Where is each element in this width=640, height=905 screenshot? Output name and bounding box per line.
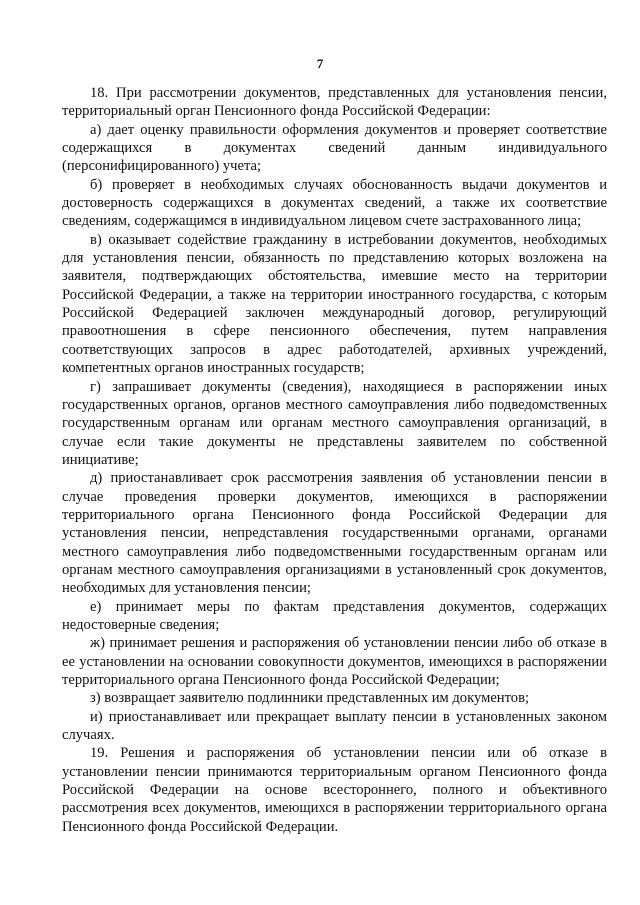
paragraph-19: 19. Решения и распоряжения об установлении пенсии или об отказе в установлении пенсии принимаются территориальным органом Пенсионного фонда Российской Федерации на основе всестороннего, полного и объективного рассмотрения всех документов, имеющихся в распоряжении территориального органа Пенсионного фонда Российской Федерации. — [62, 745, 607, 835]
paragraph-18-z: з) возвращает заявителю подлинники представленных им документов; — [90, 690, 530, 707]
page-number: 7 — [316, 56, 324, 71]
paragraph-18-e: е) принимает меры по фактам представления документов, содержащих недостоверные сведения; — [62, 598, 607, 633]
paragraph-18-b: б) проверяет в необходимых случаях обоснованность выдачи документов и достоверность содержащихся в документах сведений, а также их соответствие сведениям, содержащимся в индивидуальном лицевом счете застрахованного лица; — [62, 176, 607, 230]
paragraph-18: 18. При рассмотрении документов, представленных для установления пенсии, территориальный орган Пенсионного фонда Российской Федерации: — [62, 85, 607, 120]
paragraph-18-i: и) приостанавливает или прекращает выплату пенсии в установленных законом случаях. — [62, 708, 607, 744]
paragraph-18-zh: ж) принимает решения и распоряжения об установлении пенсии либо об отказе в ее установлении на основании совокупности документов, имеющихся в распоряжении территориального органа Пенсионного фонда Российской Федерации; — [62, 635, 607, 688]
document-body — [62, 84, 607, 836]
paragraph-18-a: а) дает оценку правильности оформления документов и проверяет соответствие содержащихся в документах сведений данным индивидуального (персонифицированного) учета; — [62, 121, 607, 175]
paragraph-18-g: г) запрашивает документы (сведения), находящиеся в распоряжении иных государственных органов, органов местного самоуправления либо подведомственных государственным органам или органам местного самоуправления организаций, в случае если такие документы не представлены заявителем по собственной инициативе; — [62, 378, 607, 468]
paragraph-18-v: в) оказывает содействие гражданину в истребовании документов, необходимых для установления пенсии, обязанность по представлению которых возложена на заявителя, подтверждающих обстоятельства, имевшие место на территории Российской Федерации, а также на территории иностранного государства, с которым Российской Федерацией заключен международный договор, регулирующий правоотношения в сфере пенсионного обеспечения, путем направления соответствующих запросов в адрес работодателей, архивных учреждений, компетентных органов иностранных государств; — [62, 231, 607, 377]
paragraph-18-d: д) приостанавливает срок рассмотрения заявления об установлении пенсии в случае проведения проверки документов, имеющихся в распоряжении территориального органа Пенсионного фонда Российской Федерации для установления пенсии, непредставления государственными органами, органами местного самоуправления либо подведомственными государственным органам или органам местного самоуправления организациями в установленный срок документов, необходимых для установления пенсии; — [62, 470, 607, 597]
